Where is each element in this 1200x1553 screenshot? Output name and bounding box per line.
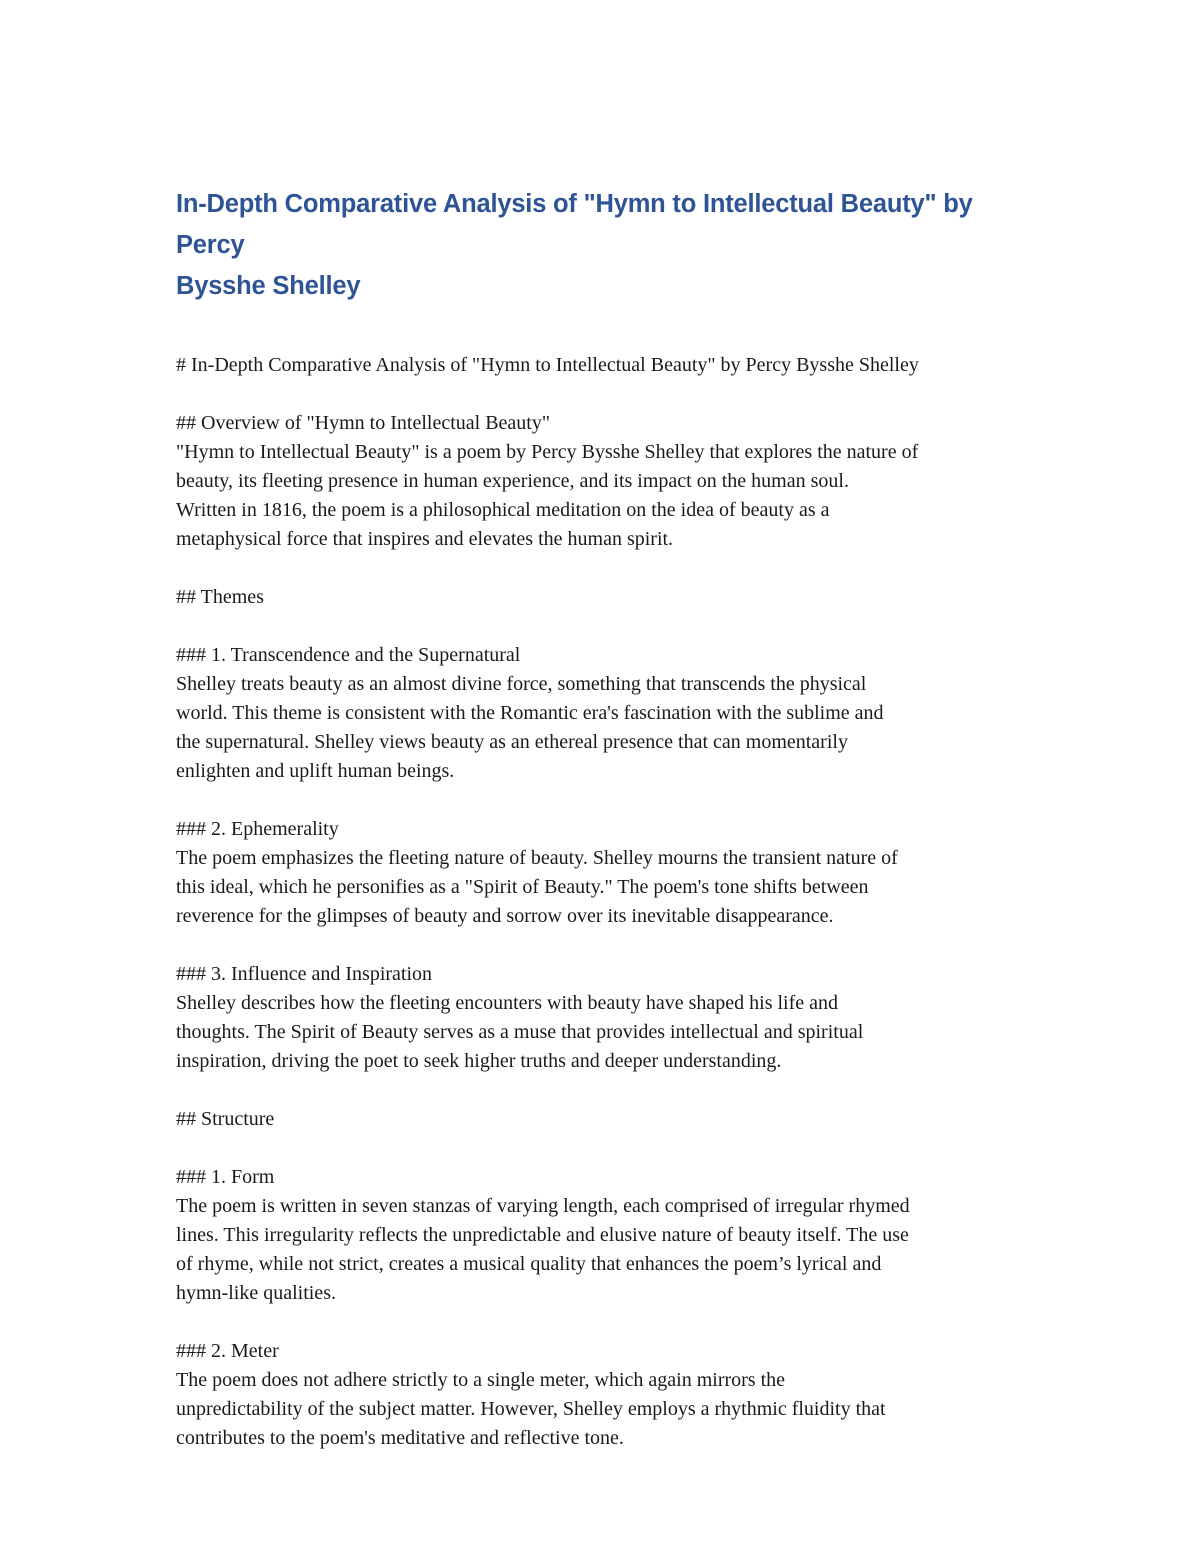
document-body bbox=[176, 351, 1036, 1453]
paragraph-line: reverence for the glimpses of beauty and sorrow over its inevitable disappearance. bbox=[176, 905, 834, 927]
paragraph-spacer bbox=[176, 380, 1036, 409]
paragraph-line: hymn-like qualities. bbox=[176, 1282, 336, 1304]
paragraph-spacer bbox=[176, 1076, 1036, 1105]
document-title-line: In-Depth Comparative Analysis of "Hymn to Intellectual Beauty" by Percy bbox=[176, 190, 973, 259]
subsection-heading: ### 2. Ephemerality bbox=[176, 818, 339, 840]
paragraph-line: enlighten and uplift human beings. bbox=[176, 760, 455, 782]
text-block bbox=[176, 583, 1036, 612]
document-title-line: Bysshe Shelley bbox=[176, 272, 361, 300]
paragraph-spacer bbox=[176, 931, 1036, 960]
paragraph-line: Shelley describes how the fleeting encounters with beauty have shaped his life and bbox=[176, 992, 839, 1014]
text-block bbox=[176, 1105, 1036, 1134]
markdown-title-line: # In-Depth Comparative Analysis of "Hymn to Intellectual Beauty" by Percy Bysshe Shelley bbox=[176, 354, 919, 376]
subsection-heading: ### 3. Influence and Inspiration bbox=[176, 963, 433, 985]
paragraph-line: Shelley treats beauty as an almost divine force, something that transcends the physical bbox=[176, 673, 867, 695]
paragraph-line: world. This theme is consistent with the Romantic era's fascination with the sublime and bbox=[176, 702, 884, 724]
paragraph-spacer bbox=[176, 786, 1036, 815]
paragraph-line: the supernatural. Shelley views beauty as an ethereal presence that can momentarily bbox=[176, 731, 848, 753]
section-heading: ## Themes bbox=[176, 586, 264, 608]
section-heading: ## Overview of "Hymn to Intellectual Beauty" bbox=[176, 412, 551, 434]
paragraph-line: The poem emphasizes the fleeting nature of beauty. Shelley mourns the transient nature of bbox=[176, 847, 898, 869]
paragraph-line: of rhyme, while not strict, creates a musical quality that enhances the poem’s lyrical and bbox=[176, 1253, 882, 1275]
paragraph-line: The poem is written in seven stanzas of varying length, each comprised of irregular rhymed bbox=[176, 1195, 910, 1217]
document-title bbox=[176, 184, 1036, 307]
paragraph-spacer bbox=[176, 1134, 1036, 1163]
paragraph-spacer bbox=[176, 612, 1036, 641]
paragraph-spacer bbox=[176, 1308, 1036, 1337]
paragraph-line: thoughts. The Spirit of Beauty serves as a muse that provides intellectual and spiritual bbox=[176, 1021, 864, 1043]
text-block bbox=[176, 641, 1036, 786]
paragraph-spacer bbox=[176, 554, 1036, 583]
paragraph-line: beauty, its fleeting presence in human experience, and its impact on the human soul. bbox=[176, 470, 849, 492]
text-block bbox=[176, 960, 1036, 1076]
paragraph-line: contributes to the poem's meditative and reflective tone. bbox=[176, 1427, 624, 1449]
paragraph-line: unpredictability of the subject matter. However, Shelley employs a rhythmic fluidity that bbox=[176, 1398, 886, 1420]
subsection-heading: ### 1. Transcendence and the Supernatural bbox=[176, 644, 521, 666]
text-block bbox=[176, 1163, 1036, 1308]
subsection-heading: ### 2. Meter bbox=[176, 1340, 279, 1362]
text-block bbox=[176, 351, 1036, 380]
paragraph-line: The poem does not adhere strictly to a single meter, which again mirrors the bbox=[176, 1369, 786, 1391]
subsection-heading: ### 1. Form bbox=[176, 1166, 275, 1188]
paragraph-line: inspiration, driving the poet to seek higher truths and deeper understanding. bbox=[176, 1050, 782, 1072]
section-heading: ## Structure bbox=[176, 1108, 275, 1130]
paragraph-line: lines. This irregularity reflects the unpredictable and elusive nature of beauty itself. The use bbox=[176, 1224, 909, 1246]
paragraph-line: "Hymn to Intellectual Beauty" is a poem by Percy Bysshe Shelley that explores the nature of bbox=[176, 441, 919, 463]
text-block bbox=[176, 1337, 1036, 1453]
text-block bbox=[176, 815, 1036, 931]
text-block bbox=[176, 409, 1036, 554]
paragraph-line: metaphysical force that inspires and elevates the human spirit. bbox=[176, 528, 674, 550]
paragraph-line: this ideal, which he personifies as a "Spirit of Beauty." The poem's tone shifts between bbox=[176, 876, 869, 898]
document-page bbox=[176, 184, 1036, 1453]
paragraph-line: Written in 1816, the poem is a philosophical meditation on the idea of beauty as a bbox=[176, 499, 830, 521]
